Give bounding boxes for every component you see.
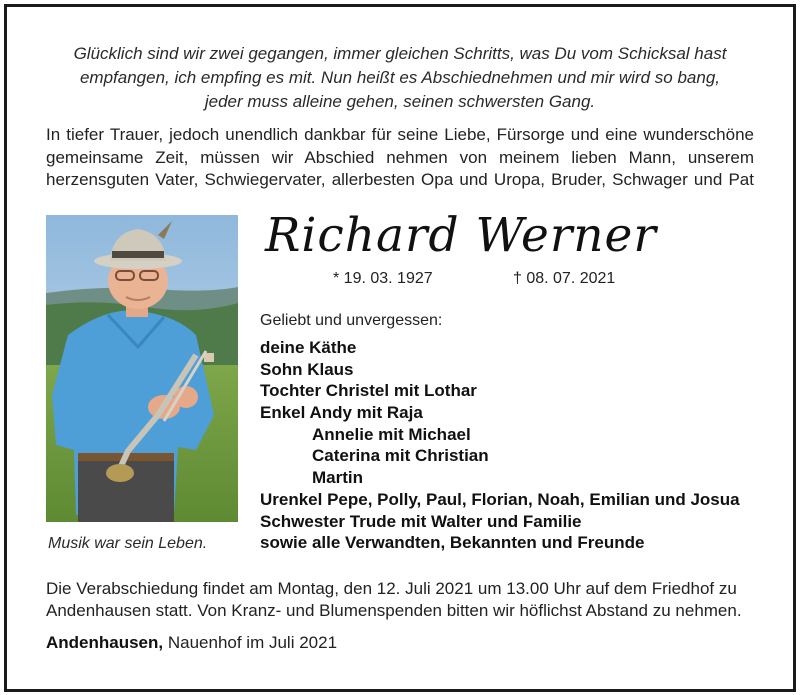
funeral-info	[46, 578, 754, 622]
intro-line: In tiefer Trauer, jedoch unendlich dankbar für seine Liebe, Fürsorge und eine wunderschöne	[46, 125, 754, 144]
intro-text	[46, 124, 754, 192]
mourner-line: Annelie mit Michael	[312, 424, 471, 444]
birth-date: * 19. 03. 1927	[333, 270, 433, 287]
mourner-line: Caterina mit Christian	[312, 446, 489, 466]
photo-caption: Musik war sein Leben.	[48, 535, 208, 552]
death-date: † 08. 07. 2021	[513, 270, 616, 287]
place-rest: Nauenhof im Juli 2021	[167, 633, 338, 652]
mourners-heading: Geliebt und unvergessen:	[260, 312, 443, 329]
funeral-line: Andenhausen statt. Von Kranz- und Blumenspenden bitten wir höflichst Abstand zu nehmen.	[46, 601, 742, 620]
poem	[30, 42, 770, 114]
mourner-line: Tochter Christel mit Lothar	[260, 381, 477, 401]
place-and-date	[46, 633, 337, 653]
mourner-line: Urenkel Pepe, Polly, Paul, Florian, Noah, Emilian und Josua	[260, 489, 740, 509]
place-bold: Andenhausen,	[46, 633, 164, 652]
mourner-line: sowie alle Verwandten, Bekannten und Freunde	[260, 533, 645, 553]
mourner-line: Martin	[312, 468, 363, 488]
poem-line: Glücklich sind wir zwei gegangen, immer gleichen Schritts, was Du vom Schicksal hast	[73, 44, 727, 63]
mourner-line: Schwester Trude mit Walter und Familie	[260, 511, 582, 531]
mourner-line: deine Käthe	[260, 338, 357, 357]
mourner-line: Enkel Andy mit Raja	[260, 403, 423, 423]
funeral-line: Die Verabschiedung findet am Montag, den 12. Juli 2021 um 13.00 Uhr auf dem Friedhof zu	[46, 579, 737, 598]
poem-line: empfangen, ich empfing es mit. Nun heißt es Abschiednehmen und mir wird so bang,	[79, 68, 721, 87]
mourners-list	[260, 337, 740, 554]
mourner-line: Sohn Klaus	[260, 359, 354, 379]
intro-line: herzensguten Vater, Schwiegervater, allerbesten Opa und Uropa, Bruder, Schwager und Pat	[46, 170, 754, 189]
portrait-photo	[46, 215, 238, 522]
poem-line: jeder muss alleine gehen, seinen schwersten Gang.	[204, 92, 596, 111]
deceased-name: Richard Werner	[265, 208, 657, 263]
intro-line: gemeinsame Zeit, müssen wir Abschied nehmen von meinem lieben Mann, unserem	[46, 147, 754, 167]
